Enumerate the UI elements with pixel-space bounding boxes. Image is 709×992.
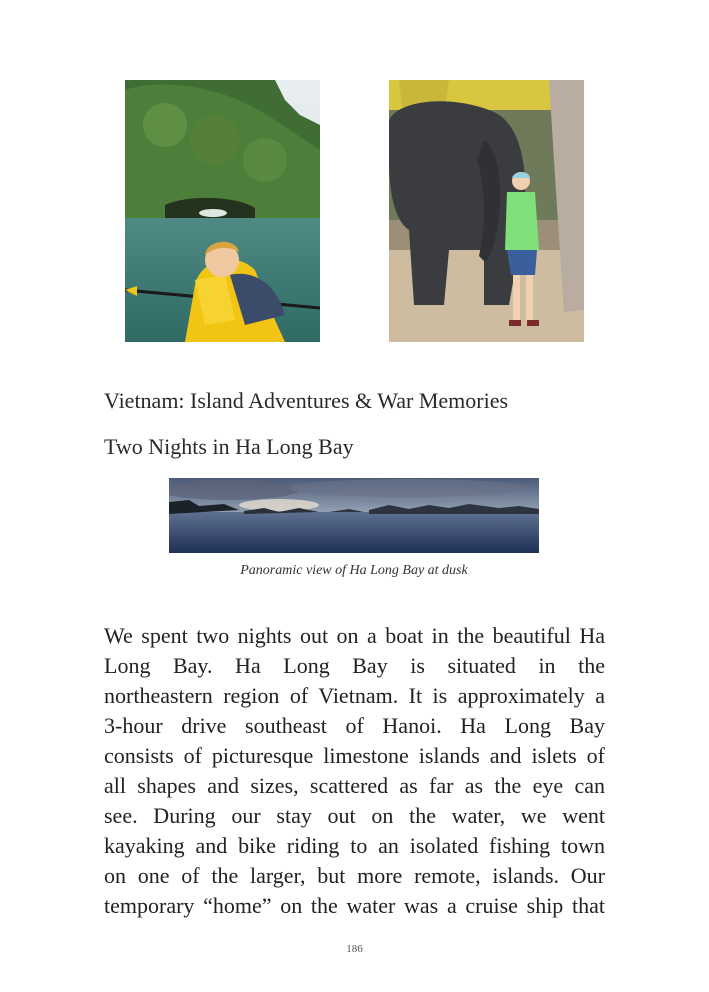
chapter-title: Vietnam: Island Adventures & War Memories bbox=[104, 388, 509, 413]
photo-caption: Panoramic view of Ha Long Bay at dusk bbox=[240, 563, 468, 578]
page-number: 186 bbox=[346, 943, 363, 955]
body-line: see. During our stay out on the water, we went bbox=[104, 803, 605, 828]
body-line: all shapes and sizes, scattered as far as the eye can bbox=[104, 773, 605, 798]
elephant-photo bbox=[389, 80, 584, 342]
body-line: Long Bay. Ha Long Bay is situated in the bbox=[104, 653, 605, 678]
body-line: We spent two nights out on a boat in the beautiful Ha bbox=[104, 623, 605, 648]
panorama-photo bbox=[169, 478, 539, 553]
body-line: northeastern region of Vietnam. It is approximately a bbox=[104, 683, 605, 708]
body-line: 3-hour drive southeast of Hanoi. Ha Long Bay bbox=[104, 713, 605, 738]
body-line: consists of picturesque limestone islands and islets of bbox=[104, 743, 605, 768]
body-line: on one of the larger, but more remote, islands. Our bbox=[104, 863, 605, 888]
body-line: kayaking and bike riding to an isolated fishing town bbox=[104, 833, 605, 858]
section-title: Two Nights in Ha Long Bay bbox=[104, 434, 354, 459]
body-line: temporary “home” on the water was a cruise ship that bbox=[104, 893, 605, 918]
body-paragraph bbox=[104, 621, 605, 921]
kayak-photo bbox=[125, 80, 320, 342]
